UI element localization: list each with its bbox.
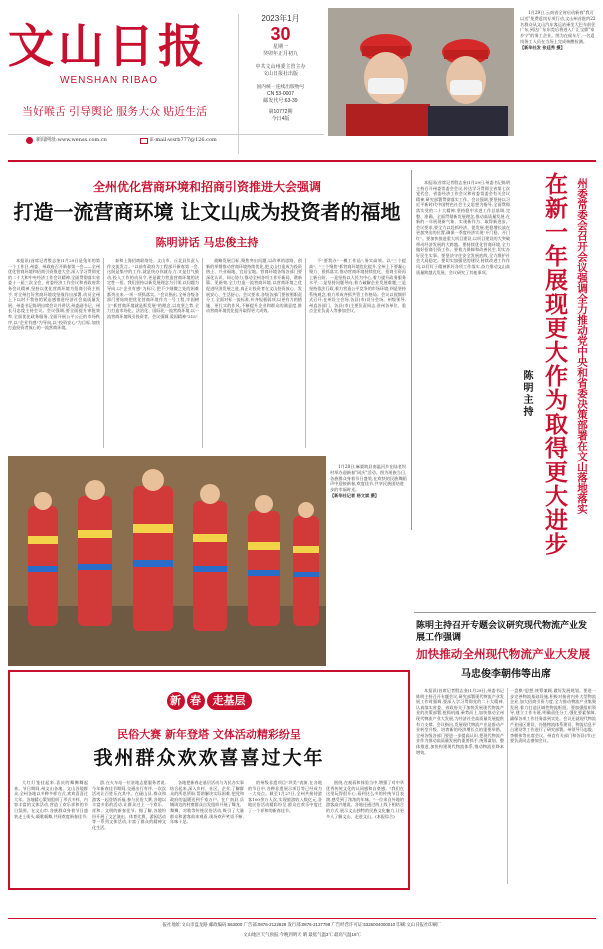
top-news-photo xyxy=(328,8,514,136)
right-story-byline: 马忠俊李朝伟等出席 xyxy=(461,669,551,680)
issue-number: 第10772期 xyxy=(268,109,293,115)
issue-post-code: 邮发代号:63-39 xyxy=(263,98,298,104)
side-story-kicker: 州委常委会召开会议强调全力推动党中央和省委决策部署在文山落地落实 xyxy=(576,178,588,514)
right-story-kicker: 陈明主持召开专题会议研究现代物流产业发展工作强调 xyxy=(416,621,588,643)
issue-year-month: 2023年1月 xyxy=(261,14,300,23)
issue-cn-number: CN 53-0007 xyxy=(267,91,294,97)
festival-photo-caption-text: 1月28日,麻栗坡县南温河乡在陆老坝村举办迎新春"同庆"活动。图为瑶族当日,各族群众身着节日盛装,在欢快的民族舞蹈声中迎接新春,欢度佳节,共享民族团结进步的幸福时光。 xyxy=(330,464,407,493)
footer-contact-line: 报社地址:文山市盘龙路 邮政编码:663000 广告部:0876-2122828 发行部:0876-2137798 广告经营许可证:5326004000010 印刷:文山日报社印刷厂 xyxy=(162,922,442,927)
contact-bar-top-rule xyxy=(8,134,324,135)
feature-column-3: 各地把新春走基层活动与为民办实事结合起来,深入乡村、社区、企业,了解群众的所思所盼,帮助解决实际困难,把党和政府的温暖送到千家万户。在广南县,县城周边的村寨群众自发组织开展了舞龙、舞狮、对歌等传统民俗活动,吸引了大量群众和游客前来观看,现场欢声笑语不断,年味十足。 xyxy=(170,780,244,825)
feature-column-4: 的州级非遗项目"坝美"表演,在各地的节日中,各种非遗展示项目等已经成为一大亮点。截至1月27日,全州共接待游客100余万人次,实现旅游收入数亿元,各地民俗活动精彩纷呈,群众在欢乐中度过了一个祥和的新春佳节。 xyxy=(248,780,322,813)
right-story-top-rule xyxy=(414,612,596,613)
right-story-headline: 加快推动全州现代物流产业大发展 xyxy=(416,647,590,661)
contact-website[interactable]: 新闻网址:www.wenss.com.cn xyxy=(36,137,107,143)
globe-icon xyxy=(26,137,33,144)
issue-sponsor: 中共文山州委主管主办 xyxy=(255,64,306,70)
top-photo-caption xyxy=(520,10,596,136)
masthead-slogan: 当好喉舌 引导舆论 服务大众 贴近生活 xyxy=(22,106,208,118)
col-divider xyxy=(507,688,508,884)
right-story-column-2: 一盘棋"思想,统筹兼顾,做好发展规划。要进一步完善物流基础设施,积极对接省内外大型物流企业,加大招商引资力度,全力推动物流产业集聚发展,着力打造区域性物流枢纽。要加强组织领导,建立工作专班,明确责任分工,强化要素保障,确保各项工作任务落到实处。会议还就现代物流产业园区建设、冷链物流体系建设、物流信息平台建设等工作进行了研究部署。州领导马忠俊、李朝伟等出席会议。州直有关部门和各县(市)主要负责同志参加会议。 xyxy=(510,688,596,744)
banner-char-spring: 春 xyxy=(187,692,205,710)
lead-byline: 陈明讲话 马忠俊主持 xyxy=(155,236,259,249)
masthead xyxy=(8,8,228,103)
lead-column-1: 本报讯(首席记者殷志奎)1月29日是兔年的第一个工作日,州委、州政府召开新春第一会——全州优化营商环境和招商引资推进大会,深入学习贯彻党的二十大和中央经济工作会议精神,全面贯彻落实省委十一届三次全会、省委经济工作会议和省政府常务会议精神,坚持以优化营商环境为招商引资主抓手,对全州打好营商环境攻坚战作出部署,动员全州上下以时不我待的紧迫感推进经济社会高质量发展。州委书记陈明出席会议并讲话,州委副书记、州长马忠俊主持会议。会议强调,要全面提升审批效率,全面优化政务服务,全面开展公平公正的市场秩序,以"企业有感"为导向,以"投资安心"为目标,加快打造投资者放心的一流营商环境。 xyxy=(8,258,100,331)
footer-weather-line: 文山地区天气预报:今晚到明天 晴 最低气温3℃ 最高气温16℃ xyxy=(243,932,361,937)
col-divider xyxy=(202,258,203,448)
lead-headline: 打造一流营商环境 让文山成为投资者的福地 xyxy=(13,200,401,224)
contact-email[interactable]: E-mail:wsrb777@126.com xyxy=(150,137,217,143)
newspaper-logo: 文山日报 xyxy=(8,19,208,73)
issue-lunar: 癸卯年正月初九 xyxy=(262,51,298,57)
lead-column-4: 不"要我办"一模工作品",务实高效。以"三个提高"、"三个聚焦"抓营商环境优化提升,全州上下要凝心聚力、狠抓落实,推动营商环境持续优化、招商引资再上新台阶。一是坚持以人民为中心,着力提升政务服务水平;二是坚持问题导向,着力破解企业发展难题;三是坚持依法行政,着力营造公平竞争的市场环境;四是坚持系统观念,着力形成齐抓共管工作格局。会议以视频形式召开,在州设主会场,各县(市)设分会场。州级领导,州直各部门、各县(市)主要负责同志,驻州各单位、重点企业负责人等参加会议。 xyxy=(309,258,406,314)
lead-kicker: 全州优化营商环境和招商引资推进大会强调 xyxy=(92,180,321,194)
banner-label: 走基层 xyxy=(207,692,252,710)
side-story-headline: 在新一年展现更大作为取得更大进步 xyxy=(541,172,567,556)
side-story-body: 本报讯(首席记者殷志奎)1月29日,州委书记陈明主持召开州委常委会会议,传达学习贯彻全省第七次党代会、省委经济工作会议和省委常委会有关会议精神,研究部署贯彻落实工作。会议强调,要坚持以习近平新时代中国特色社会主义思想为指导,全面贯彻落实党的二十大精神,坚持稳中求进工作总基调,完整、准确、全面贯彻新发展理念,推动高质量发展,在新的一年展现新气象、实现新作为、取得新进步。会议要求,要全力以赴抓经济、促发展,把稳增长放在更加突出的位置,确保一季度经济实现"开门稳、开门红"。要加快推进重大项目建设,以项目建设的大突破带动经济发展的大跨越。要持续优化营商环境,全力做好招商引资工作。要着力保障和改善民生,切实办好民生实事。要坚决守住安全发展底线,全力维护社会大局稳定。要切实加强党的建设,持续改进工作作风,以钉钉子精神抓好各项工作落实,奋力推动文山高质量跨越式发展。会议研究了其他事项。 xyxy=(416,180,510,275)
issue-day: 30 xyxy=(270,24,291,44)
banner-char-new: 新 xyxy=(167,692,185,710)
issue-pages: 今日4版 xyxy=(271,116,290,122)
issue-publisher: 文山日报社出版 xyxy=(262,71,298,77)
top-photo-caption-text: 1月29日,云南省全省启动新春"我可以送"免费返岗专项行动,文山州首批约22名群众从文山汽车客运站乘坐大巴车前往广东,到达广东东莞后将进入广汇宝鼎"家乡宁"的务工企业。图为在候车厅,一名返岗务工人员在当场上完成核酸检测。 xyxy=(520,10,596,44)
mail-icon xyxy=(140,138,148,144)
masthead-pinyin: WENSHAN RIBAO xyxy=(60,75,159,86)
side-story-byline: 陈明主持 xyxy=(521,370,532,418)
issue-cn-label: 国内统一连续出版物号 xyxy=(256,85,305,90)
lead-column-3: 战略发展目标,聚焦突出问题,以改革的思路、创新的举措推动营商环境持续优化,把文山打造成为投资热土、兴业福地、宜居宝地。营商环境各级各部门要深化认识、同心协力,推动全州各项工作开新局、谱新篇、见新效,全力打造一流营商环境,以营商环境之优促进经济发展之进,真正让投资者在文山投资放心、发展安心、生活舒心。会议要求,各级各部门要按照职责分工,全面对标一流标准,补齐短板弱项,以更有力的措施、更扎实的作风,不断提升企业和群众的满意度,推动营商环境优化提升取得更大成效。 xyxy=(206,258,302,314)
footer-rule xyxy=(8,918,596,919)
feature-column-5: 围绕,在观看和体验当中,增强了对中华优秀传统文化的认同感和自豪感。"我们在这里玩得很开心,看到这么多的传统节目表演,感受到了浓浓的年味。"一位来自外地的游客高兴地说。各地还通过线上线下相结合的方式,展示文山独特的民族文化魅力,让更多人了解文山、走进文山。(本报综合) xyxy=(326,780,404,819)
feature-kicker: 民俗大赛 新年登塔 文体活动精彩纷呈 xyxy=(117,728,301,741)
feature-column-1: 大红灯笼挂起来,喜庆的舞狮舞起来。节日期间,州文山各地、文山各地群众,全州各地以多种多样方式,欢欢喜喜过大年。各地精心策划组织了形式多样、内容丰富的文体活动,营造了欢乐祥和的节日氛围。在文山市,各族群众身着节日盛装走上街头,载歌载舞,共同欢度新春佳节; xyxy=(14,780,88,819)
section-divider xyxy=(411,170,412,530)
feature-banner xyxy=(144,690,274,712)
festival-photo-caption xyxy=(330,464,408,664)
festival-photo-credit: 【新华社记者 杨文斌 摄】 xyxy=(330,492,379,498)
festival-photo xyxy=(8,456,326,666)
right-story-column-1: 本报讯(首席记者殷志奎)1月29日,州委书记陈明主持召开专题会议,研究部署现代物流产业发展工作时强调,要深入学习贯彻党的二十大精神,认真落实省委、省政府关于加快发展现代物流产业的决策部署,抢抓机遇,乘势而上,加快推动全州现代物流产业大发展,为经济社会高质量发展提供有力支撑。会议指出,发展现代物流产业是推动产业转型升级、培育新的经济增长点的重要举措。全州各级各部门要进一步提高认识,把现代物流产业作为推动高质量发展的重要抓手,统筹谋划、整体推进,加快构建现代物流体系,推动物流业降本增效。 xyxy=(416,688,504,755)
feature-column-2: 游,在火车站一位驻地志愿服务者说,今年新春佳节期间,交通出行有序,一次次活动让百姓乐在其中。在砚山县,群众和游客一起登塔祈福,参与民俗大赛,各地以丰富多彩的活动,让群众过上一个欢乐、祥和、文明的新春佳节。据了解,各地纷纷开展了文艺演出、体育比赛、游园活动等一系列文体活动,丰富了群众的精神文化生活。 xyxy=(92,780,166,830)
lead-column-2: 泰和上海招商联络处、文山市、丘北县负责人作交流发言。"以前有政府为工程部开新春第一会,这既是集中的工作,就是快办你就办力,又是打气鼓动,投入工作的动员令,更是做力营造营商环境的决定性一招。我们坚持以新发展理念为引领,以问题为导向,以"企业有感"为标尺,把不少细微之处的困难都列出来,一项一项抓落实。"会议指出,全州各级各部门要始终把优化营商环境作为一号工程,牢固树立"抓营商环境就是抓发展"的理念,以攻坚之势,全力打造市场化、法治化、国际化一流营商环境,以一流营商环境吸引投资者。会议强调,爱国精神"315" xyxy=(107,258,199,319)
col-divider xyxy=(103,258,104,448)
ethnic-dance-photo xyxy=(8,456,326,666)
issue-info-box xyxy=(238,14,322,154)
returning-workers-photo xyxy=(328,8,514,136)
issue-weekday: 星期一 xyxy=(272,44,288,50)
top-photo-credit: 【新华社发 张廷秀 摄】 xyxy=(520,44,565,50)
col-divider xyxy=(305,258,306,448)
masthead-divider xyxy=(8,160,596,162)
feature-headline: 我州群众欢欢喜喜过大年 xyxy=(93,747,325,769)
